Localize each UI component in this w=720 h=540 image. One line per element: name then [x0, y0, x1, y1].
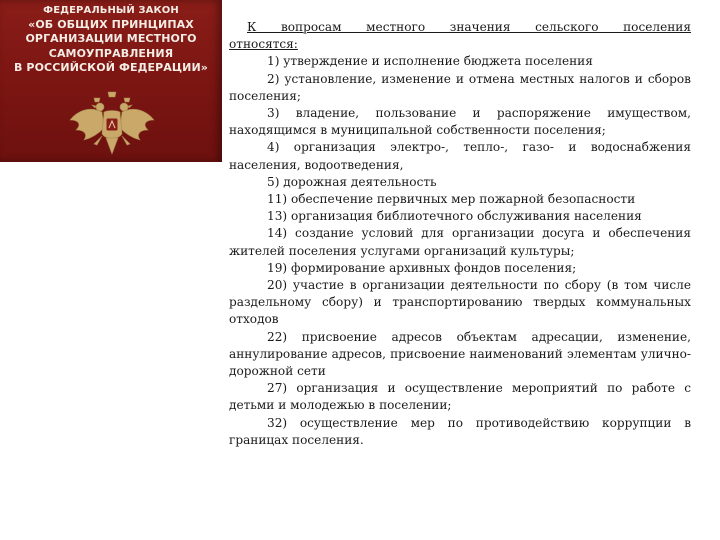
- law-book-cover-image: [0, 0, 222, 162]
- list-item: 27) организация и осуществление мероприятий по работе с детьми и молодежью в поселении;: [229, 381, 691, 413]
- list-item: 22) присвоение адресов объектам адресации, изменение, аннулирование адресов, присвоение наименований элементам улично-дорожной сети: [229, 329, 691, 379]
- section-heading-line-1: К вопросам местного значения сельского поселения: [247, 20, 691, 34]
- book-title-line: ОРГАНИЗАЦИИ МЕСТНОГО: [25, 32, 197, 46]
- book-title-line: В РОССИЙСКОЙ ФЕДЕРАЦИИ»: [14, 60, 208, 74]
- list-item: 4) организация электро-, тепло-, газо- и водоснабжения населения, водоотведения,: [229, 140, 691, 172]
- list-item: 32) осуществление мер по противодействию коррупции в границах поселения.: [229, 415, 691, 447]
- list-item: 5) дорожная деятельность: [267, 174, 437, 189]
- section-heading: [229, 19, 691, 53]
- law-text-block: [229, 19, 691, 449]
- book-title: [0, 4, 222, 75]
- book-title-line: «ОБ ОБЩИХ ПРИНЦИПАХ: [28, 18, 194, 32]
- list-item: 1) утверждение и исполнение бюджета поселения: [267, 54, 593, 69]
- list-item: 2) установление, изменение и отмена местных налогов и сборов поселения;: [229, 71, 691, 103]
- list-item: 20) участие в организации деятельности по сбору (в том числе раздельному сбору) и транспортированию твердых коммунальных отходов: [229, 278, 691, 327]
- list-item: 13) организация библиотечного обслуживания населения: [267, 209, 642, 224]
- section-heading-line-2: относятся:: [229, 37, 298, 52]
- list-item: 19) формирование архивных фондов поселения;: [267, 260, 577, 275]
- book-title-line: САМОУПРАВЛЕНИЯ: [48, 46, 174, 60]
- double-headed-eagle-emblem-icon: [64, 90, 160, 160]
- list-item: 14) создание условий для организации досуга и обеспечения жителей поселения услугами организаций культуры;: [229, 226, 691, 258]
- book-title-line: ФЕДЕРАЛЬНЫЙ ЗАКОН: [43, 5, 179, 16]
- list-item: 11) обеспечение первичных мер пожарной безопасности: [267, 192, 636, 207]
- list-item: 3) владение, пользование и распоряжение имуществом, находящимся в муниципальной собственности поселения;: [229, 106, 691, 138]
